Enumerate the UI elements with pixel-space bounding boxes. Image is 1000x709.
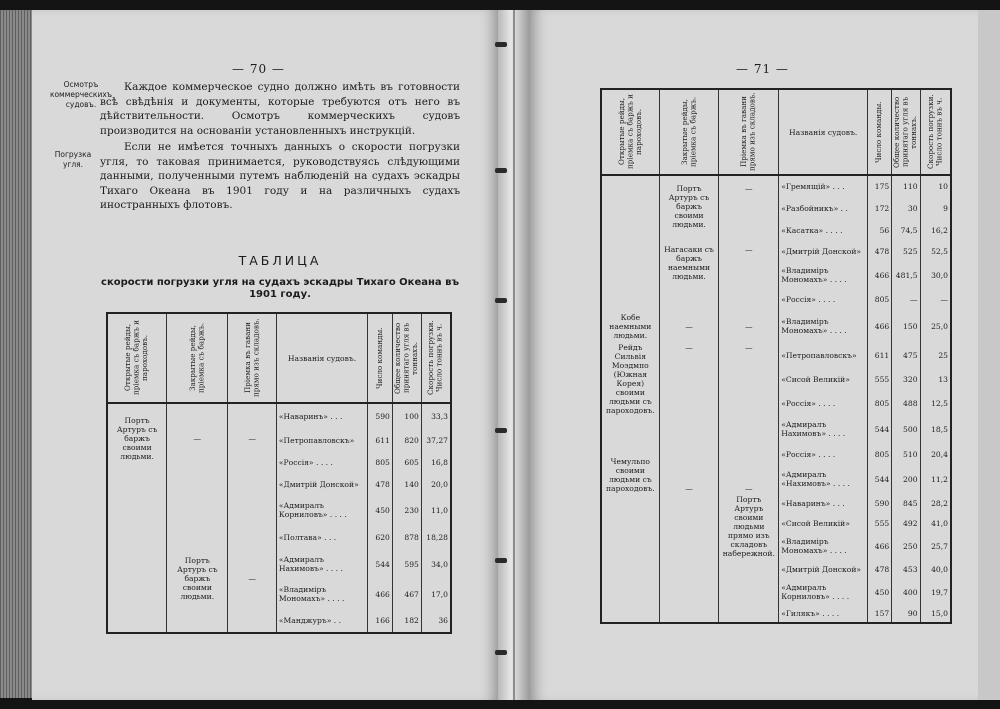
ship-name: «Петропавловскъ» bbox=[779, 343, 868, 367]
crew-count: 450 bbox=[868, 579, 892, 605]
book-gutter bbox=[498, 10, 530, 700]
paragraph-coaling: Если не имѣется точныхъ данныхъ о скорости погрузки угля, то таковая принимается, руководствуясь слѣдующими данными, полученными путемъ наблюденій на судахъ эскадры Тихаго Океана въ 1901 году и на различныхъ судахъ иностранныхъ флотовъ. bbox=[100, 141, 460, 211]
coal-tons: 492 bbox=[892, 513, 920, 533]
coaling-table-left bbox=[106, 312, 452, 634]
header-ship-names: Названія судовъ. bbox=[287, 353, 357, 363]
load-speed: 25,0 bbox=[920, 309, 951, 343]
crew-count: 611 bbox=[368, 429, 393, 451]
load-speed: 18,28 bbox=[421, 525, 451, 549]
ship-name: «Петропавловскъ» bbox=[276, 429, 367, 451]
header-speed: Скорость погрузки. Число тоннъ въ ч. bbox=[925, 94, 944, 170]
right-page bbox=[530, 10, 978, 700]
header-harbor: Пріемка въ гавани прямо изъ складовъ. bbox=[739, 92, 757, 172]
group-open-kobe: Кобе наемными людьми. bbox=[601, 309, 659, 343]
load-speed: 15,0 bbox=[920, 605, 951, 623]
group-closed-dash: — bbox=[659, 343, 719, 415]
page-number: — 70 — bbox=[232, 62, 285, 76]
coaling-table-right bbox=[600, 88, 952, 624]
load-speed: 9 bbox=[920, 197, 951, 219]
crew-count: 805 bbox=[368, 451, 393, 473]
group-open-chemulpo: Чемульпо своими людьми съ пароходовъ. bbox=[601, 415, 659, 493]
group-open-silvia: Рейдъ Сильвія Моэдмпо (Южная Корея) своими людьми съ пароходовъ. bbox=[601, 343, 659, 415]
load-speed: 18,5 bbox=[920, 415, 951, 443]
group-harbor-dash: — bbox=[719, 241, 779, 309]
book-edge bbox=[978, 10, 1000, 700]
paragraph-inspection: Каждое коммерческое судно должно имѣть въ готовности всѣ свѣдѣнія и документы, которые требуются отъ него въ дѣйствительности. Осмотръ коммерческихъ судовъ производится на основаніи установленныхъ инструкцій. bbox=[100, 81, 460, 137]
header-crew: Число команды. bbox=[874, 101, 884, 163]
coal-tons: 475 bbox=[892, 343, 920, 367]
coal-tons: 595 bbox=[392, 549, 421, 579]
ship-name: «Адмиралъ «Нахимовъ» . . . . bbox=[779, 465, 868, 493]
coal-tons: 605 bbox=[392, 451, 421, 473]
table-title: ТАБЛИЦА bbox=[238, 253, 322, 268]
ship-name: «Гремящій» . . . bbox=[779, 175, 868, 197]
ship-name: «Владиміръ Мономахъ» . . . . bbox=[779, 261, 868, 289]
coal-tons: 90 bbox=[892, 605, 920, 623]
ship-name: «Сисой Великій» bbox=[779, 513, 868, 533]
load-speed: 41,0 bbox=[920, 513, 951, 533]
ship-name: «Россія» . . . . bbox=[779, 289, 868, 309]
page-number: — 71 — bbox=[736, 62, 789, 76]
group-harbor-dash: — bbox=[719, 343, 779, 415]
group-harbor-dash: — bbox=[228, 525, 276, 633]
coal-tons: 878 bbox=[392, 525, 421, 549]
group-closed-port-arthur: Портъ Артуръ съ баржъ своими людьми. bbox=[167, 525, 228, 633]
ship-name: «Владиміръ Мономахъ» . . . . bbox=[779, 309, 868, 343]
load-speed: 16,2 bbox=[920, 219, 951, 241]
load-speed: 17,0 bbox=[421, 579, 451, 609]
ship-name: «Наваринъ» . . . bbox=[779, 493, 868, 513]
crew-count: 478 bbox=[368, 473, 393, 495]
header-open-roads: Открытые рейды, пріемка съ баржъ и пароходовъ. bbox=[123, 320, 150, 396]
group-harbor-dash: — bbox=[228, 403, 276, 473]
ship-name: «Владиміръ Мономахъ» . . . . bbox=[779, 533, 868, 559]
crew-count: 466 bbox=[868, 261, 892, 289]
coal-tons: 200 bbox=[892, 465, 920, 493]
coal-tons: — bbox=[892, 289, 920, 309]
ship-name: «Наваринъ» . . . bbox=[276, 403, 367, 429]
crew-count: 478 bbox=[868, 241, 892, 261]
coal-tons: 110 bbox=[892, 175, 920, 197]
coal-tons: 525 bbox=[892, 241, 920, 261]
ship-name: «Россія» . . . . bbox=[779, 391, 868, 415]
crew-count: 466 bbox=[868, 533, 892, 559]
ship-name: «Разбойникъ» . . bbox=[779, 197, 868, 219]
group-closed-dash: — bbox=[659, 309, 719, 343]
coal-tons: 250 bbox=[892, 533, 920, 559]
crew-count: 555 bbox=[868, 513, 892, 533]
coal-tons: 320 bbox=[892, 367, 920, 391]
load-speed: — bbox=[920, 289, 951, 309]
ship-name: «Адмиралъ Корниловъ» . . . . bbox=[779, 579, 868, 605]
crew-count: 172 bbox=[868, 197, 892, 219]
margin-note-inspection: Осмотръ коммерческихъ судовъ. bbox=[49, 80, 113, 109]
crew-count: 555 bbox=[868, 367, 892, 391]
margin-note-coaling: Погрузка угля. bbox=[54, 150, 92, 169]
ship-name: «Касатка» . . . . bbox=[779, 219, 868, 241]
load-speed: 12,5 bbox=[920, 391, 951, 415]
coal-tons: 453 bbox=[892, 559, 920, 579]
ship-name: «Дмитрій Донской» bbox=[779, 241, 868, 261]
crew-count: 56 bbox=[868, 219, 892, 241]
group-closed-dash: — bbox=[659, 415, 719, 493]
crew-count: 544 bbox=[868, 465, 892, 493]
crew-count: 157 bbox=[868, 605, 892, 623]
group-harbor-port-arthur: Портъ Артуръ своими людьми прямо изъ складовъ набережной. bbox=[719, 493, 779, 623]
load-speed: 25,7 bbox=[920, 533, 951, 559]
coal-tons: 74,5 bbox=[892, 219, 920, 241]
header-closed-roads: Закрытые рейды, пріемка съ баржъ. bbox=[679, 96, 698, 168]
group-harbor-dash: — bbox=[719, 415, 779, 493]
crew-count: 805 bbox=[868, 391, 892, 415]
coal-tons: 510 bbox=[892, 443, 920, 465]
header-coal-total: Общее количество принятаго угля въ тоннахъ. bbox=[892, 96, 919, 168]
load-speed: 20,0 bbox=[421, 473, 451, 495]
crew-count: 175 bbox=[868, 175, 892, 197]
load-speed: 20,4 bbox=[920, 443, 951, 465]
load-speed: 13 bbox=[920, 367, 951, 391]
header-open-roads: Открытые рейды, пріемка съ баржъ и пароходовъ. bbox=[616, 94, 643, 170]
crew-count: 805 bbox=[868, 443, 892, 465]
load-speed: 40,0 bbox=[920, 559, 951, 579]
ship-name: «Адмиралъ Нахимовъ» . . . . bbox=[779, 415, 868, 443]
ship-name: «Гилякъ» . . . . bbox=[779, 605, 868, 623]
load-speed: 11,0 bbox=[421, 495, 451, 525]
crew-count: 544 bbox=[368, 549, 393, 579]
crew-count: 478 bbox=[868, 559, 892, 579]
load-speed: 25 bbox=[920, 343, 951, 367]
ship-name: «Дмитрій Донской» bbox=[779, 559, 868, 579]
crew-count: 590 bbox=[368, 403, 393, 429]
load-speed: 52,5 bbox=[920, 241, 951, 261]
ship-name: «Дмитрій Донской» bbox=[276, 473, 367, 495]
crew-count: 590 bbox=[868, 493, 892, 513]
group-harbor-dash: — bbox=[719, 175, 779, 241]
load-speed: 19,7 bbox=[920, 579, 951, 605]
coal-tons: 467 bbox=[392, 579, 421, 609]
ship-name: «Полтава» . . . bbox=[276, 525, 367, 549]
crew-count: 805 bbox=[868, 289, 892, 309]
coal-tons: 481,5 bbox=[892, 261, 920, 289]
coal-tons: 30 bbox=[892, 197, 920, 219]
header-ship-names: Названія судовъ. bbox=[789, 127, 858, 137]
load-speed: 37,27 bbox=[421, 429, 451, 451]
book-page-stack bbox=[0, 10, 32, 698]
header-speed: Скорость погрузки. Число тоннъ въ ч. bbox=[426, 320, 444, 396]
load-speed: 36 bbox=[421, 609, 451, 633]
group-harbor-dash: — bbox=[719, 309, 779, 343]
ship-name: «Россія» . . . . bbox=[276, 451, 367, 473]
group-closed-dash: — bbox=[167, 403, 228, 473]
crew-count: 466 bbox=[868, 309, 892, 343]
load-speed: 10 bbox=[920, 175, 951, 197]
group-closed-nagasaki: Нагасаки съ баржъ наемными людьми. bbox=[659, 241, 719, 309]
ship-name: «Сисой Великій» bbox=[779, 367, 868, 391]
header-coal-total: Общее количество принятаго угля въ тоннахъ. bbox=[393, 322, 420, 394]
crew-count: 611 bbox=[868, 343, 892, 367]
coal-tons: 500 bbox=[892, 415, 920, 443]
ship-name: «Адмиралъ Корниловъ» . . . . bbox=[276, 495, 367, 525]
load-speed: 16,8 bbox=[421, 451, 451, 473]
group-open-port-arthur: Портъ Артуръ съ баржъ своими людьми. bbox=[107, 403, 167, 473]
load-speed: 30,0 bbox=[920, 261, 951, 289]
coal-tons: 488 bbox=[892, 391, 920, 415]
group-closed-port-arthur: Портъ Артуръ съ баржъ своими людьми. bbox=[659, 175, 719, 241]
crew-count: 166 bbox=[368, 609, 393, 633]
coal-tons: 820 bbox=[392, 429, 421, 451]
coal-tons: 150 bbox=[892, 309, 920, 343]
coal-tons: 400 bbox=[892, 579, 920, 605]
coal-tons: 100 bbox=[392, 403, 421, 429]
crew-count: 544 bbox=[868, 415, 892, 443]
ship-name: «Владиміръ Мономахъ» . . . . bbox=[276, 579, 367, 609]
left-page bbox=[32, 10, 498, 700]
crew-count: 450 bbox=[368, 495, 393, 525]
crew-count: 620 bbox=[368, 525, 393, 549]
coal-tons: 182 bbox=[392, 609, 421, 633]
ship-name: «Адмиралъ Нахимовъ» . . . . bbox=[276, 549, 367, 579]
header-crew: Число команды. bbox=[374, 327, 384, 389]
coal-tons: 230 bbox=[392, 495, 421, 525]
header-harbor: Пріемка въ гавани прямо изъ складовъ. bbox=[242, 318, 261, 398]
load-speed: 34,0 bbox=[421, 549, 451, 579]
coal-tons: 140 bbox=[392, 473, 421, 495]
header-closed-roads: Закрытые рейды, пріемка съ баржъ. bbox=[187, 322, 206, 394]
ship-name: «Манджуръ» . . bbox=[276, 609, 367, 633]
ship-name: «Россія» . . . . bbox=[779, 443, 868, 465]
table-subtitle: скорости погрузки угля на судахъ эскадры Тихаго Океана въ 1901 году. bbox=[101, 277, 459, 300]
crew-count: 466 bbox=[368, 579, 393, 609]
load-speed: 33,3 bbox=[421, 403, 451, 429]
load-speed: 28,2 bbox=[920, 493, 951, 513]
coal-tons: 845 bbox=[892, 493, 920, 513]
load-speed: 11,2 bbox=[920, 465, 951, 493]
